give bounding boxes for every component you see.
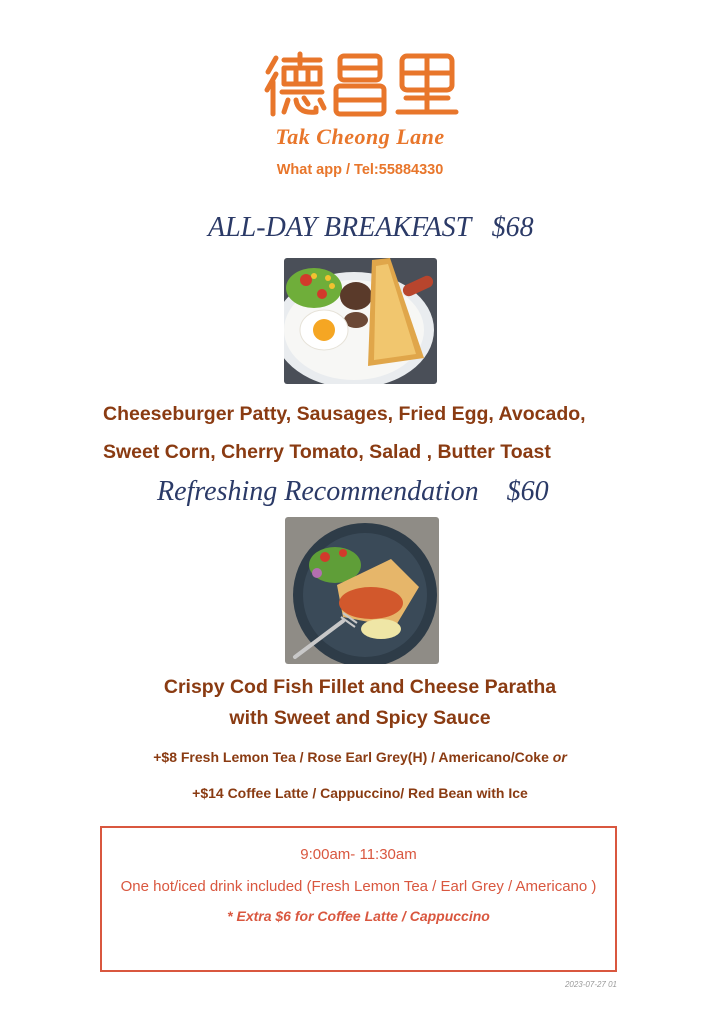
recommendation-description	[0, 672, 720, 734]
extra-charge-note: * Extra $6 for Coffee Latte / Cappuccino	[227, 908, 490, 924]
breakfast-description-line1: Cheeseburger Patty, Sausages, Fried Egg, Avocado,	[103, 403, 586, 425]
drink-addon-8-text: +$8 Fresh Lemon Tea / Rose Earl Grey(H) / Americano/Coke	[153, 749, 553, 765]
logo-glyphs	[262, 50, 462, 120]
drink-addon-14: +$14 Coffee Latte / Cappuccino/ Red Bean with Ice	[192, 785, 528, 801]
recommendation-description-line1: Crispy Cod Fish Fillet and Cheese Paratha	[163, 676, 557, 698]
recommendation-title: Refreshing Recommendation $60	[157, 476, 549, 507]
logo	[262, 50, 462, 120]
drink-addon-8	[0, 749, 720, 765]
info-box	[100, 826, 617, 972]
date-stamp: 2023-07-27 01	[564, 980, 617, 989]
contact-info: What app / Tel:55884330	[276, 162, 444, 178]
breakfast-description	[103, 395, 663, 471]
breakfast-title: ALL-DAY BREAKFAST $68	[208, 212, 534, 243]
serving-hours: 9:00am- 11:30am	[300, 846, 417, 863]
drink-included-note: One hot/iced drink included (Fresh Lemon Tea / Earl Grey / Americano )	[120, 878, 597, 895]
paratha-photo	[285, 517, 439, 664]
recommendation-description-line2: with Sweet and Spicy Sauce	[229, 707, 491, 729]
breakfast-photo	[284, 258, 437, 384]
brand-name: Tak Cheong Lane	[275, 124, 445, 149]
breakfast-description-line2: Sweet Corn, Cherry Tomato, Salad , Butter Toast	[103, 441, 551, 463]
drink-addon-or: or	[552, 749, 567, 765]
